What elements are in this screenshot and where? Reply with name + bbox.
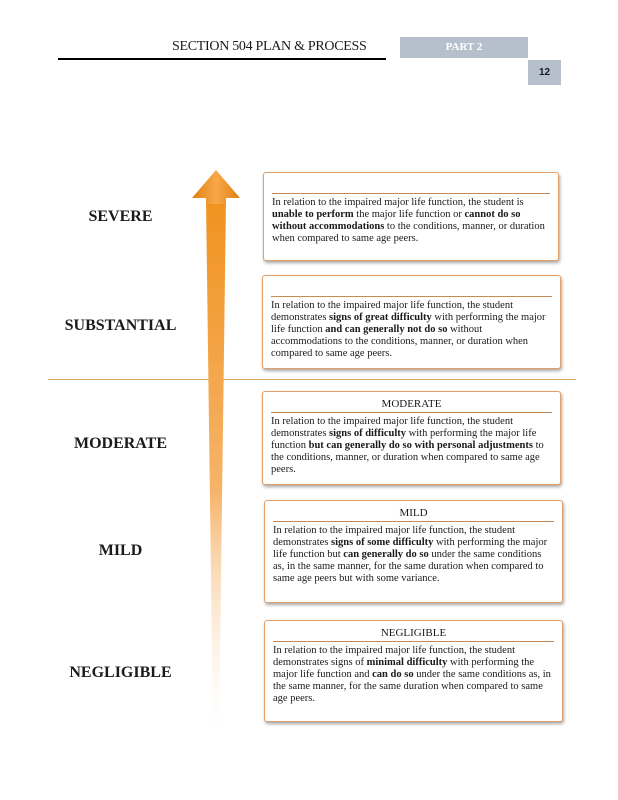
description-box-mild [264, 500, 563, 603]
severity-arrow-icon [190, 170, 242, 730]
header-rule [58, 58, 386, 60]
level-label-negligible: NEGLIGIBLE [69, 664, 172, 681]
box-text-negligible: In relation to the impaired major life function, the student demonstrates signs of minimal difficulty with performing the major life function and can do so under the same conditions as, in the same manner, for the same duration when compared to same age peers. [273, 645, 551, 704]
box-text-mild: In relation to the impaired major life function, the student demonstrates signs of some difficulty with performing the major life function but can generally do so under the same conditions as, in the same manner, for the same duration when compared to same age peers but with some variance. [273, 525, 548, 584]
description-box-negligible [264, 620, 563, 722]
box-text-severe: In relation to the impaired major life function, the student is unable to perform the major life function or cannot do so without accommodations to the conditions, manner, or duration when compared to same age peers. [272, 197, 545, 244]
box-title-negligible: NEGLIGIBLE [273, 626, 554, 642]
box-title-moderate: MODERATE [271, 397, 552, 413]
description-box-moderate [262, 391, 561, 485]
box-title-severe [272, 178, 550, 194]
box-text-substantial: In relation to the impaired major life function, the student demonstrates signs of great difficulty with performing the major life function and can generally not do so without accommodations to the conditions, manner, or duration when compared to same age peers. [271, 300, 546, 359]
section-title: SECTION 504 PLAN & PROCESS [172, 39, 367, 54]
description-box-severe [263, 172, 559, 261]
box-title-substantial [271, 281, 552, 297]
part-tab: PART 2 [400, 37, 528, 58]
level-label-moderate: MODERATE [73, 435, 168, 452]
level-label-substantial: SUBSTANTIAL [64, 317, 177, 334]
box-text-moderate: In relation to the impaired major life function, the student demonstrates signs of difficulty with performing the major life function but can generally do so with personal adjustments to the conditions, manner, or duration when compared to same age peers. [271, 416, 544, 475]
level-label-mild: MILD [98, 542, 143, 559]
description-box-substantial [262, 275, 561, 369]
severity-divider [48, 379, 576, 380]
page-number: 12 [528, 60, 561, 85]
box-title-mild: MILD [273, 506, 554, 522]
level-label-severe: SEVERE [88, 208, 153, 225]
